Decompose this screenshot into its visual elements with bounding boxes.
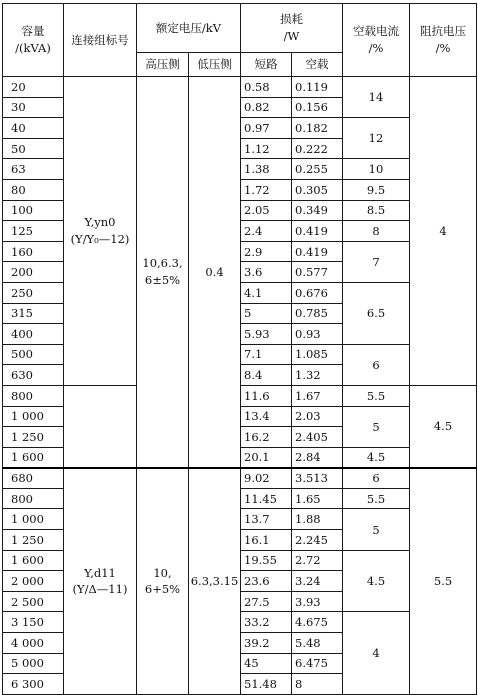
transformer-spec-table: [2, 3, 477, 695]
short-circuit-cell: 45: [241, 653, 292, 674]
short-circuit-cell: 0.82: [241, 97, 292, 118]
no-load-cell: 0.349: [292, 200, 343, 221]
no-load-cell: 3.93: [292, 591, 343, 612]
no-load-current-cell: 12: [343, 118, 410, 159]
no-load-cell: 0.255: [292, 159, 343, 180]
no-load-cell: 2.84: [292, 447, 343, 468]
capacity-cell: 160: [3, 241, 64, 262]
capacity-cell: 2 500: [3, 591, 64, 612]
connection-group2-line1: Y,d11: [84, 565, 116, 580]
hv-cell-group2: [137, 468, 189, 695]
short-circuit-cell: 2.4: [241, 221, 292, 242]
capacity-cell: 1 250: [3, 530, 64, 551]
connection-cell-group2: [64, 468, 137, 695]
short-circuit-cell: 2.05: [241, 200, 292, 221]
table-row: [3, 77, 477, 98]
short-circuit-cell: 39.2: [241, 633, 292, 654]
connection-group2-line2: (Y/Δ—11): [72, 582, 128, 597]
short-circuit-cell: 2.9: [241, 241, 292, 262]
connection-group1-line2: (Y/Y₀—12): [70, 231, 130, 246]
capacity-cell: 680: [3, 468, 64, 489]
short-circuit-cell: 51.48: [241, 674, 292, 695]
capacity-cell: 20: [3, 77, 64, 98]
no-load-cell: 0.577: [292, 262, 343, 283]
no-load-cell: 4.675: [292, 612, 343, 633]
capacity-cell: 2 000: [3, 571, 64, 592]
short-circuit-cell: 5.93: [241, 324, 292, 345]
no-load-current-cell: 5: [343, 406, 410, 447]
capacity-cell: 1 000: [3, 509, 64, 530]
header-impedance-label: 阻抗电压: [420, 24, 466, 39]
capacity-cell: 800: [3, 488, 64, 509]
short-circuit-cell: 33.2: [241, 612, 292, 633]
no-load-cell: 0.676: [292, 282, 343, 303]
short-circuit-cell: 1.38: [241, 159, 292, 180]
capacity-cell: 200: [3, 262, 64, 283]
no-load-cell: 1.67: [292, 385, 343, 406]
no-load-cell: 5.48: [292, 633, 343, 654]
header-loss: [241, 4, 343, 53]
short-circuit-cell: 1.12: [241, 138, 292, 159]
no-load-current-cell: 8.5: [343, 200, 410, 221]
capacity-cell: 5 000: [3, 653, 64, 674]
no-load-cell: 0.93: [292, 324, 343, 345]
no-load-current-cell: 14: [343, 77, 410, 118]
hv-group2-line2: 6+5%: [144, 582, 181, 597]
short-circuit-cell: 7.1: [241, 344, 292, 365]
header-impedance-unit: /%: [435, 41, 451, 55]
capacity-cell: 80: [3, 179, 64, 200]
no-load-cell: 2.03: [292, 406, 343, 427]
capacity-cell: 1 000: [3, 406, 64, 427]
hv-cell-group1: [137, 77, 189, 468]
header-lv-side: 低压侧: [189, 53, 241, 77]
no-load-current-cell: 4: [343, 612, 410, 694]
short-circuit-cell: 11.45: [241, 488, 292, 509]
short-circuit-cell: 19.55: [241, 550, 292, 571]
header-no-load-current-unit: /%: [368, 41, 384, 55]
capacity-cell: 3 150: [3, 612, 64, 633]
no-load-cell: 2.405: [292, 427, 343, 448]
impedance-cell: 4: [410, 77, 477, 386]
capacity-cell: 250: [3, 282, 64, 303]
header-loss-label: 损耗: [280, 12, 303, 27]
header-hv-side: 高压侧: [137, 53, 189, 77]
no-load-current-cell: 5.5: [343, 385, 410, 406]
no-load-current-cell: 8: [343, 221, 410, 242]
capacity-cell: 100: [3, 200, 64, 221]
no-load-cell: 0.222: [292, 138, 343, 159]
no-load-current-cell: 5.5: [343, 488, 410, 509]
short-circuit-cell: 8.4: [241, 365, 292, 386]
no-load-current-cell: 6: [343, 344, 410, 385]
lv-cell-group2: 6.3,3.15: [189, 468, 241, 695]
connection-cell-group1: [64, 77, 137, 386]
header-no-load-current-label: 空载电流: [353, 24, 399, 39]
short-circuit-cell: 0.97: [241, 118, 292, 139]
connection-group1-line1: Y,yn0: [84, 215, 116, 230]
capacity-cell: 6 300: [3, 674, 64, 695]
short-circuit-cell: 11.6: [241, 385, 292, 406]
no-load-cell: 0.182: [292, 118, 343, 139]
no-load-current-cell: 6.5: [343, 282, 410, 344]
short-circuit-cell: 20.1: [241, 447, 292, 468]
short-circuit-cell: 1.72: [241, 179, 292, 200]
header-impedance: [410, 4, 477, 77]
capacity-cell: 1 600: [3, 447, 64, 468]
no-load-current-cell: 6: [343, 468, 410, 489]
no-load-cell: 0.156: [292, 97, 343, 118]
lv-cell-group1: 0.4: [189, 77, 241, 468]
hv-group1-line1: 10,6.3,: [142, 256, 183, 271]
capacity-cell: 630: [3, 365, 64, 386]
no-load-cell: 0.419: [292, 221, 343, 242]
short-circuit-cell: 23.6: [241, 571, 292, 592]
short-circuit-cell: 5: [241, 303, 292, 324]
header-no-load: 空载: [292, 53, 343, 77]
connection-cell-group1-continued: [64, 385, 137, 467]
no-load-cell: 1.085: [292, 344, 343, 365]
no-load-current-cell: 10: [343, 159, 410, 180]
capacity-cell: 400: [3, 324, 64, 345]
no-load-current-cell: 4.5: [343, 447, 410, 468]
table-row: [3, 468, 477, 489]
capacity-cell: 50: [3, 138, 64, 159]
capacity-cell: 800: [3, 385, 64, 406]
capacity-cell: 63: [3, 159, 64, 180]
short-circuit-cell: 4.1: [241, 282, 292, 303]
no-load-cell: 2.245: [292, 530, 343, 551]
hv-group2-line1: 10,: [153, 565, 172, 580]
header-rated-voltage: 额定电压/kV: [137, 4, 241, 53]
hv-group1-line2: 6±5%: [144, 272, 181, 287]
no-load-current-cell: 4.5: [343, 550, 410, 612]
short-circuit-cell: 16.1: [241, 530, 292, 551]
header-short-circuit: 短路: [241, 53, 292, 77]
short-circuit-cell: 9.02: [241, 468, 292, 489]
no-load-cell: 1.32: [292, 365, 343, 386]
header-no-load-current: [343, 4, 410, 77]
capacity-cell: 30: [3, 97, 64, 118]
header-loss-unit: /W: [283, 29, 300, 43]
header-capacity: [3, 4, 64, 77]
no-load-cell: 0.419: [292, 241, 343, 262]
capacity-cell: 4 000: [3, 633, 64, 654]
no-load-cell: 3.24: [292, 571, 343, 592]
capacity-cell: 315: [3, 303, 64, 324]
header-capacity-label: 容量: [21, 24, 45, 39]
short-circuit-cell: 0.58: [241, 77, 292, 98]
no-load-current-cell: 5: [343, 509, 410, 550]
header-capacity-unit: /(kVA): [15, 41, 51, 55]
no-load-cell: 0.785: [292, 303, 343, 324]
no-load-cell: 0.119: [292, 77, 343, 98]
capacity-cell: 1 600: [3, 550, 64, 571]
short-circuit-cell: 13.7: [241, 509, 292, 530]
impedance-cell: 4.5: [410, 385, 477, 467]
no-load-cell: 0.305: [292, 179, 343, 200]
capacity-cell: 1 250: [3, 427, 64, 448]
no-load-current-cell: 7: [343, 241, 410, 282]
header-connection: 连接组标号: [64, 4, 137, 77]
short-circuit-cell: 27.5: [241, 591, 292, 612]
no-load-cell: 2.72: [292, 550, 343, 571]
capacity-cell: 500: [3, 344, 64, 365]
no-load-cell: 8: [292, 674, 343, 695]
no-load-cell: 1.65: [292, 488, 343, 509]
no-load-cell: 6.475: [292, 653, 343, 674]
capacity-cell: 125: [3, 221, 64, 242]
short-circuit-cell: 13.4: [241, 406, 292, 427]
capacity-cell: 40: [3, 118, 64, 139]
impedance-cell: 5.5: [410, 468, 477, 695]
short-circuit-cell: 3.6: [241, 262, 292, 283]
no-load-current-cell: 9.5: [343, 179, 410, 200]
short-circuit-cell: 16.2: [241, 427, 292, 448]
no-load-cell: 1.88: [292, 509, 343, 530]
no-load-cell: 3.513: [292, 468, 343, 489]
